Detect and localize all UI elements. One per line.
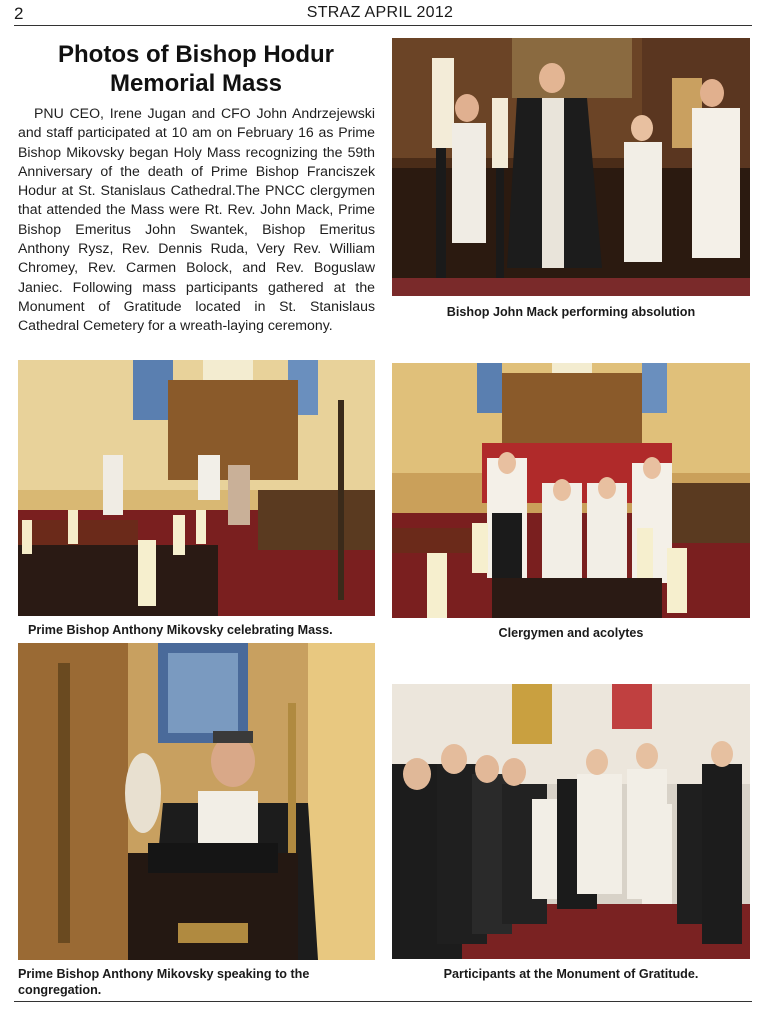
page-number: 2 bbox=[14, 4, 24, 23]
photo-celebrating-mass bbox=[18, 360, 375, 616]
caption-speaking: Prime Bishop Anthony Mikovsky speaking to the congregation. bbox=[18, 967, 310, 997]
caption-celebrating-mass: Prime Bishop Anthony Mikovsky celebrating Mass. bbox=[28, 623, 333, 637]
photo-monument bbox=[392, 684, 750, 959]
caption-monument: Participants at the Monument of Gratitude. bbox=[443, 967, 699, 981]
footer-rule bbox=[14, 1001, 752, 1002]
article-headline: Photos of Bishop Hodur Memorial Mass bbox=[58, 41, 334, 97]
caption-absolution: Bishop John Mack performing absolution bbox=[446, 305, 696, 319]
photo-speaking bbox=[18, 643, 375, 960]
publication-header: STRAZ APRIL 2012 bbox=[306, 4, 454, 21]
photo-clergy-acolytes bbox=[392, 363, 750, 618]
article-body: PNU CEO, Irene Jugan and CFO John Andrzejewski and staff participated at 10 am on February 16 as Prime Bishop Mikovsky began Holy Mass recognizing the 59th Anniversary of the death of Prime Bishop Franciszek Hodur at St. Stanislaus Cathedral.The PNCC clergymen that attended the Mass were Rt. Rev. John Mack, Prime Bishop Emeritus John Swantek, Bishop Emeritus Anthony Rysz, Rev. Dennis Ruda, Very Rev. William Chromey, Rev. Carmen Bolock, and Rev. Boguslaw Janiec. Following mass participants gathered at the Monument of Gratitude located in St. Stanislaus Cathedral Cemetery for a wreath-laying ceremony. bbox=[18, 105, 375, 334]
caption-clergy-acolytes: Clergymen and acolytes bbox=[498, 626, 644, 640]
header-rule bbox=[14, 25, 752, 26]
photo-absolution bbox=[392, 38, 750, 296]
